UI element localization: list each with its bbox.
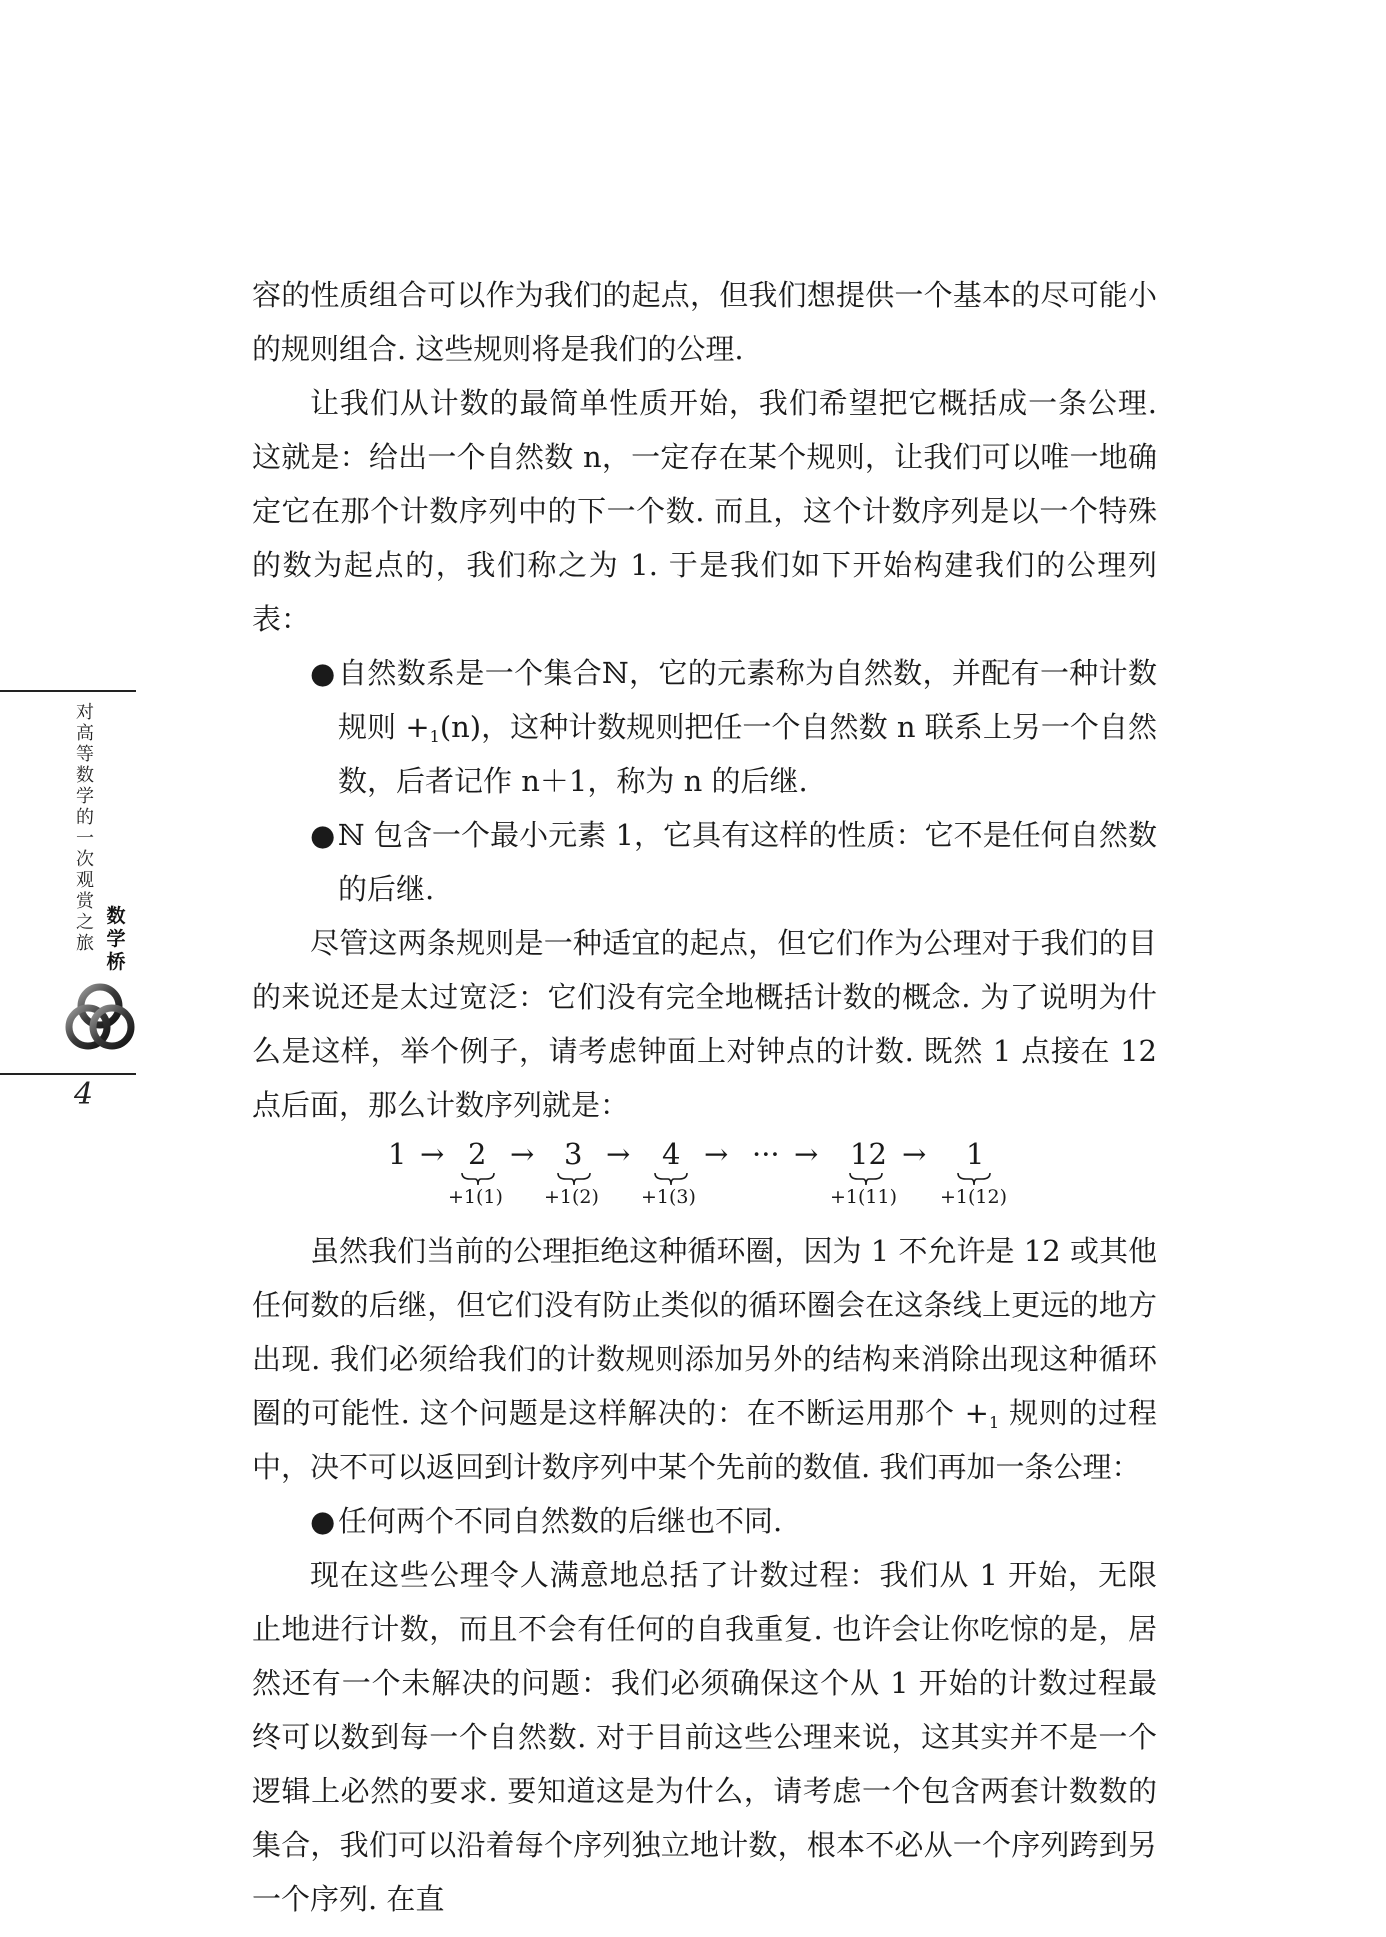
formula-arrow: → — [704, 1137, 729, 1171]
series-title: 对高等数学的一次观赏之旅 — [76, 702, 94, 954]
trefoil-knot-logo-icon — [58, 976, 142, 1060]
axiom-bullet-1 — [252, 646, 1157, 808]
formula-term-1-again: 1 — [966, 1137, 985, 1171]
formula-ellipsis: ··· — [752, 1137, 780, 1171]
paragraph-1: 容的性质组合可以作为我们的起点，但我们想提供一个基本的尽可能小的规则组合. 这些规则将是我们的公理. — [252, 278, 1157, 366]
formula-arrow: → — [794, 1137, 819, 1171]
page-body — [252, 268, 1157, 1926]
paragraph-5: 现在这些公理令人满意地总括了计数过程：我们从 1 开始，无限止地进行计数，而且不会有任何的自我重复. 也许会让你吃惊的是，居然还有一个未解决的问题：我们必须确保这个从 1 开始的计数过程最终可以数到每一个自然数. 对于目前这些公理来说，这其实并不是一个逻辑上必然的要求. 要知道这是为什么，请考虑一个包含两套计数数的集合，我们可以沿着每个序列独立地计数，根本不必从一个序列跨到另一个序列. 在直 — [252, 1558, 1157, 1916]
brace-label: +1(1) — [448, 1186, 503, 1208]
brace-label: +1(3) — [641, 1186, 696, 1208]
paragraph-4-part-b: 规则的过程中，决不可以返回到计数序列中某个先前的数值. 我们再加一条公理： — [252, 1396, 1157, 1484]
counting-sequence-formula — [252, 1132, 1157, 1224]
brace-label: +1(11) — [830, 1186, 898, 1208]
axiom-1-part-a: 自然数系是一个集合ℕ，它的元素称为自然数，并配有一种计数规则 + — [338, 656, 1157, 744]
axiom-1-sub: 1 — [429, 727, 440, 746]
paragraph-3: 尽管这两条规则是一种适宜的起点，但它们作为公理对于我们的目的来说还是太过宽泛：它们没有完全地概括计数的概念. 为了说明为什么是这样，举个例子，请考虑钟面上对钟点的计数. 既然 1 点接在 12 点后面，那么计数序列就是： — [252, 926, 1157, 1122]
axiom-bullet-2 — [252, 808, 1157, 916]
formula-term-3: 3 — [564, 1137, 583, 1171]
paragraph-2: 让我们从计数的最简单性质开始，我们希望把它概括成一条公理. 这就是：给出一个自然数 n，一定存在某个规则，让我们可以唯一地确定它在那个计数序列中的下一个数. 而且，这个计数序列是以一个特殊的数为起点的，我们称之为 1. 于是我们如下开始构建我们的公理列表： — [252, 386, 1157, 636]
formula-arrow: → — [902, 1137, 927, 1171]
bullet-dot: ● — [310, 818, 336, 852]
paragraph-4 — [252, 1224, 1157, 1494]
brace-label: +1(12) — [940, 1186, 1008, 1208]
formula-start: 1 — [388, 1137, 407, 1171]
bullet-dot: ● — [310, 656, 336, 690]
page-number: 4 — [74, 1077, 94, 1112]
axiom-1-part-b: (n)，这种计数规则把任一个自然数 n 联系上另一个自然数，后者记作 n＋1，称为 n 的后继. — [338, 710, 1157, 798]
margin-sidebar — [0, 690, 140, 1110]
paragraph-4-part-a: 虽然我们当前的公理拒绝这种循环圈，因为 1 不允许是 12 或其他任何数的后继，但它们没有防止类似的循环圈会在这条线上更远的地方出现. 我们必须给我们的计数规则添加另外的结构来消除出现这种循环圈的可能性. 这个问题是这样解决的：在不断运用那个 + — [252, 1234, 1157, 1430]
axiom-text-2: ℕ 包含一个最小元素 1，它具有这样的性质：它不是任何自然数的后继. — [338, 818, 1157, 906]
sidebar-rule-bottom — [0, 1073, 136, 1075]
formula-term-12: 12 — [850, 1137, 887, 1171]
formula-arrow: → — [510, 1137, 535, 1171]
formula-term-2: 2 — [468, 1137, 487, 1171]
axiom-text-1 — [338, 646, 1157, 808]
paragraph-4-sub: 1 — [988, 1413, 1000, 1432]
sidebar-rule-top — [0, 690, 136, 692]
formula-arrow: → — [420, 1137, 445, 1171]
formula-term-4: 4 — [662, 1137, 681, 1171]
bullet-dot: ● — [310, 1504, 336, 1538]
axiom-bullet-3 — [252, 1494, 1157, 1548]
axiom-text-3: 任何两个不同自然数的后继也不同. — [338, 1504, 783, 1538]
brace-label: +1(2) — [544, 1186, 599, 1208]
brand-name: 数学桥 — [106, 905, 126, 973]
formula-arrow: → — [606, 1137, 631, 1171]
